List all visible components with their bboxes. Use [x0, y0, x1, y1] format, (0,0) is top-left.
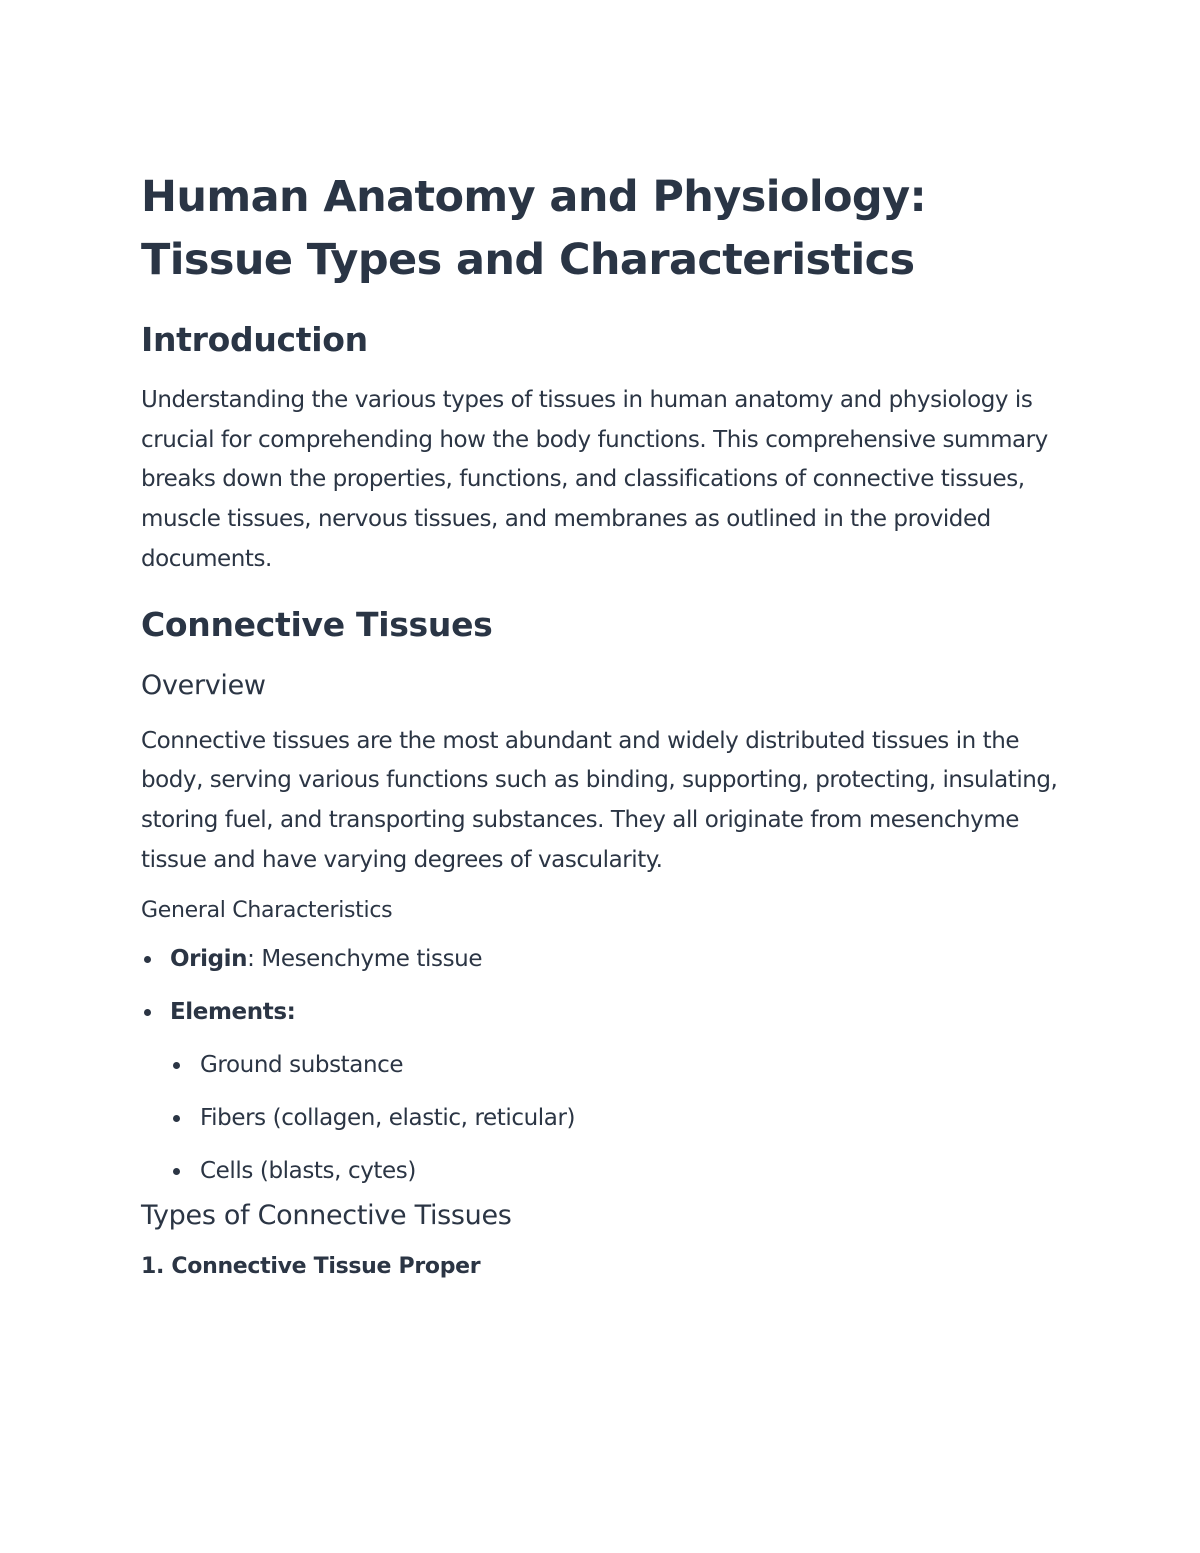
list-item: [170, 1154, 1071, 1188]
element-cells: Cells (blasts, cytes): [200, 1158, 416, 1185]
element-ground-substance: Ground substance: [200, 1052, 404, 1079]
overview-heading: Overview: [141, 669, 266, 701]
bullet-icon: [144, 956, 151, 963]
bullet-icon: [144, 1009, 151, 1016]
list-item-origin: [141, 942, 1071, 976]
connective-tissues-heading: Connective Tissues: [141, 604, 493, 644]
document-title: Human Anatomy and Physiology: Tissue Types and Characteristics: [141, 172, 927, 285]
list-item-elements: [141, 995, 1071, 1188]
elements-sublist: [170, 1048, 1071, 1188]
types-heading: Types of Connective Tissues: [141, 1200, 512, 1232]
document-page: [141, 166, 1071, 1284]
element-fibers: Fibers (collagen, elastic, reticular): [200, 1105, 576, 1132]
bullet-icon: [173, 1115, 180, 1122]
general-characteristics-heading: General Characteristics: [141, 898, 393, 924]
bullet-icon: [173, 1062, 180, 1069]
origin-separator: :: [247, 946, 255, 973]
introduction-paragraph: Understanding the various types of tissues in human anatomy and physiology is crucial for comprehending how the body functions. This comprehensive summary breaks down the properties, functions, and classifications of connective tissues, muscle tissues, nervous tissues, and membranes as outlined in the provided documents.: [141, 387, 1048, 572]
list-item: [170, 1101, 1071, 1135]
overview-paragraph: Connective tissues are the most abundant and widely distributed tissues in the body, serving various functions such as binding, supporting, protecting, insulating, storing fuel, and transporting substances. They all originate from mesenchyme tissue and have varying degrees of vascularity.: [141, 727, 1058, 873]
introduction-heading: Introduction: [141, 320, 368, 359]
origin-value: Mesenchyme tissue: [254, 946, 483, 973]
origin-label: Origin: [170, 946, 248, 973]
bullet-icon: [173, 1168, 180, 1175]
connective-tissue-proper-heading: 1. Connective Tissue Proper: [141, 1254, 481, 1280]
characteristics-list: [141, 942, 1071, 1188]
elements-label: Elements:: [170, 999, 296, 1026]
list-item: [170, 1048, 1071, 1082]
